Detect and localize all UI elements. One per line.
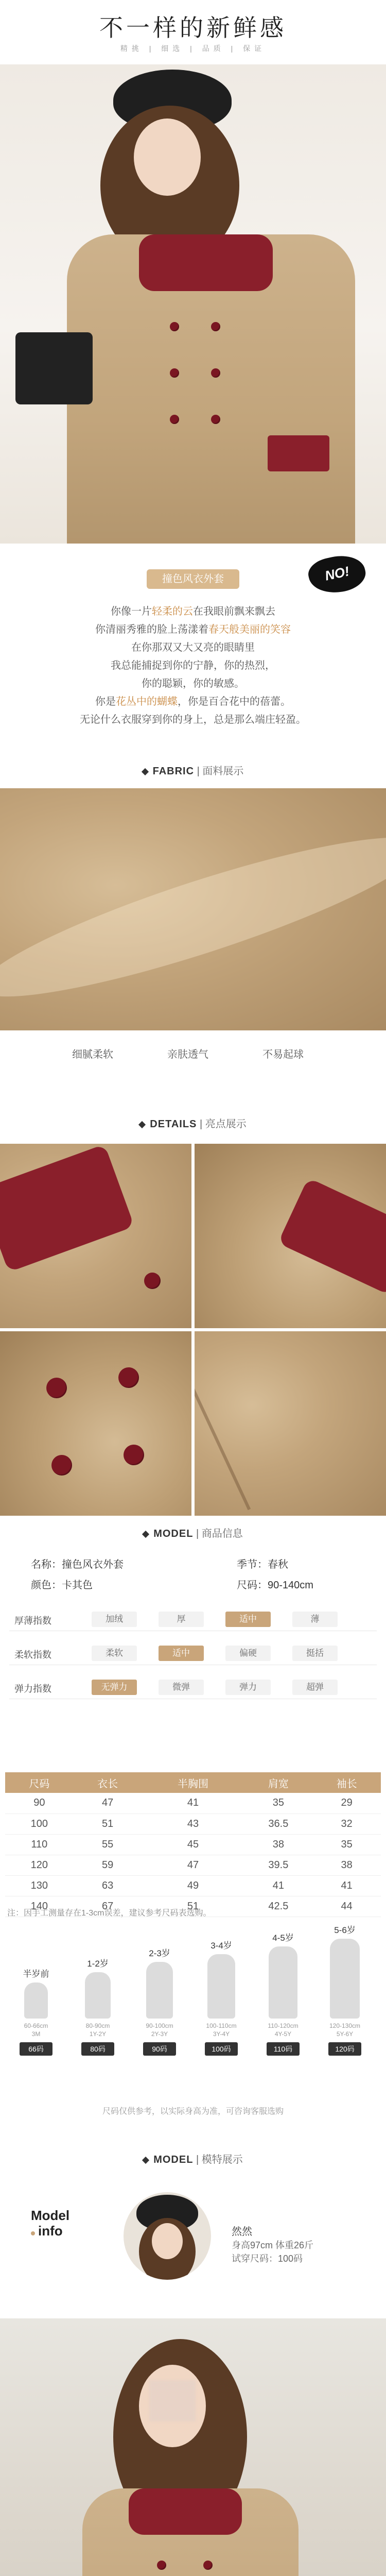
height-range: 80-90cm 1Y-2Y <box>85 2022 110 2038</box>
size-tag: 66码 <box>20 2042 52 2056</box>
line-highlight: 轻柔的云 <box>152 606 193 617</box>
size-guide-item <box>196 1938 247 2056</box>
page-header <box>0 0 386 62</box>
height-range: 100-110cm 3Y-4Y <box>206 2022 237 2038</box>
height-range: 110-120cm 4Y-5Y <box>268 2022 299 2038</box>
coat-button <box>203 2561 213 2570</box>
collar-detail <box>0 1144 134 1273</box>
attr-option: 挺括 <box>292 1646 338 1661</box>
fabric-captions <box>0 1046 386 1066</box>
model-card <box>0 2187 386 2306</box>
section-title-en: MODEL <box>153 1528 194 1539</box>
new-badge <box>309 556 365 592</box>
size-guide <box>5 1925 381 2087</box>
line-text: 在我眼前飘来飘去 <box>193 606 275 617</box>
softness-index-row <box>9 1641 377 1665</box>
model-stats: 身高97cm 体重26斤 试穿尺码：100码 <box>232 2240 314 2264</box>
hem-seam <box>195 1369 251 1510</box>
size-table <box>5 1772 381 1917</box>
size-guide-item <box>257 1930 309 2056</box>
attr-option: 超弹 <box>292 1680 338 1695</box>
cuff-detail <box>278 1178 386 1295</box>
coat-button <box>157 2561 166 2570</box>
table-cell: 39.5 <box>244 1855 313 1875</box>
table-cell: 42.5 <box>244 1896 313 1917</box>
model-photo <box>0 2318 386 2576</box>
table-cell: 55 <box>74 1834 142 1855</box>
fabric-fold <box>0 811 386 1023</box>
attr-option: 柔软 <box>92 1646 137 1661</box>
coat-button <box>211 415 220 424</box>
size-tag: 120码 <box>328 2042 361 2056</box>
intro-line <box>0 603 386 618</box>
fabric-photo <box>0 788 386 1030</box>
size-guide-item <box>134 1946 185 2056</box>
table-cell: 120 <box>5 1855 74 1875</box>
table-cell: 41 <box>312 1875 381 1896</box>
table-cell: 38 <box>244 1834 313 1855</box>
diamond-icon <box>142 768 149 775</box>
child-silhouette-icon <box>85 1972 111 2019</box>
model-info-section-header: MODEL | 商品信息 <box>0 1525 386 1540</box>
coat-button <box>118 1367 139 1388</box>
size-guide-item <box>319 1923 371 2056</box>
attr-option: 加绒 <box>92 1612 137 1627</box>
size-table-header <box>5 1772 381 1793</box>
table-cell: 47 <box>74 1793 142 1814</box>
child-face <box>134 118 201 196</box>
table-cell: 90 <box>5 1793 74 1814</box>
intro-line <box>0 675 386 690</box>
table-cell: 59 <box>74 1855 142 1875</box>
age-label: 5-6岁 <box>334 1925 356 1935</box>
coat-cuff <box>268 435 329 471</box>
intro-line <box>0 621 386 636</box>
fabric-caption: 细腻柔软 <box>72 1049 113 1060</box>
page-subtitle: 精挑 | 细选 | 品质 | 保证 <box>120 44 266 53</box>
height-range: 120-130cm 5Y-6Y <box>329 2022 361 2038</box>
line-text: 你的聪颖，你的敏感。 <box>142 678 244 689</box>
age-label: 半岁前 <box>23 1969 49 1979</box>
detail-hem-photo <box>195 1331 386 1516</box>
line-highlight: 春天般美丽的笑容 <box>208 624 291 635</box>
attr-label: 厚薄指数 <box>14 1616 51 1626</box>
model-name: 然然 <box>232 2226 252 2238</box>
table-cell: 36.5 <box>244 1814 313 1834</box>
line-text: 我总能捕捉到你的宁静，你的热烈， <box>111 660 275 671</box>
section-title-cn: 面料展示 <box>202 766 244 777</box>
section-title-en: FABRIC <box>152 766 195 777</box>
coat-button <box>211 368 220 378</box>
age-label: 2-3岁 <box>149 1948 170 1958</box>
coat-button <box>170 322 179 331</box>
child-face <box>152 2223 183 2259</box>
model-label-line: Model <box>31 2208 70 2223</box>
column-header: 衣长 <box>74 1772 142 1793</box>
attr-option-selected: 无弹力 <box>92 1680 137 1695</box>
diamond-icon <box>142 2157 149 2164</box>
table-cell: 41 <box>142 1793 244 1814</box>
attr-label: 柔软指数 <box>14 1650 51 1660</box>
size-guide-item <box>72 1956 124 2056</box>
details-grid <box>0 1144 386 1515</box>
section-title-cn: 亮点展示 <box>205 1118 247 1130</box>
table-cell: 35 <box>312 1834 381 1855</box>
face-blur <box>149 2380 196 2421</box>
age-label: 3-4岁 <box>210 1941 232 1951</box>
product-color: 颜色：卡其色 <box>31 1580 93 1591</box>
coat-collar <box>139 234 273 291</box>
intro-line <box>0 711 386 726</box>
diamond-icon <box>142 1531 149 1538</box>
table-cell: 100 <box>5 1814 74 1834</box>
section-title-cn: 商品信息 <box>201 1528 243 1539</box>
column-header: 肩宽 <box>244 1772 313 1793</box>
child-silhouette-icon <box>269 1946 297 2019</box>
size-tag: 80码 <box>81 2042 114 2056</box>
table-row <box>5 1834 381 1855</box>
table-cell: 47 <box>142 1855 244 1875</box>
line-text: 无论什么衣服穿到你的身上，总是那么端庄轻盈。 <box>80 714 306 725</box>
child-silhouette-icon <box>207 1954 235 2019</box>
attr-option: 厚 <box>159 1612 204 1627</box>
model-avatar <box>124 2192 211 2280</box>
new-badge-text: NO! <box>323 563 351 584</box>
coat-button <box>124 1445 144 1465</box>
table-cell: 51 <box>74 1814 142 1834</box>
table-cell: 63 <box>74 1875 142 1896</box>
table-cell: 35 <box>244 1793 313 1814</box>
table-cell: 38 <box>312 1855 381 1875</box>
diamond-icon <box>138 1121 146 1128</box>
table-cell: 67 <box>74 1896 142 1917</box>
fabric-caption: 不易起球 <box>262 1049 304 1060</box>
child-silhouette-icon <box>146 1962 173 2019</box>
table-cell: 44 <box>312 1896 381 1917</box>
intro-line <box>0 639 386 654</box>
coat-button <box>51 1455 72 1476</box>
coat-button <box>170 368 179 378</box>
table-cell: 49 <box>142 1875 244 1896</box>
table-cell: 41 <box>244 1875 313 1896</box>
size-guide-item <box>10 1967 62 2056</box>
line-text: 你像一片 <box>111 606 152 617</box>
table-cell: 51 <box>142 1896 244 1917</box>
attr-option: 薄 <box>292 1612 338 1627</box>
line-text: 你清丽秀雅的脸上荡漾着 <box>95 624 208 635</box>
size-tag: 110码 <box>267 2042 300 2056</box>
section-title-cn: 模特展示 <box>201 2154 243 2165</box>
model-label-line: info <box>38 2223 63 2239</box>
dot-icon <box>31 2231 35 2235</box>
table-cell: 140 <box>5 1896 74 1917</box>
model-display-section-header: MODEL | 模特展示 <box>0 2151 386 2166</box>
detail-buttons-photo <box>0 1331 191 1516</box>
coat-collar <box>129 2488 242 2535</box>
attr-label: 弹力指数 <box>14 1684 51 1694</box>
attr-option: 微弹 <box>159 1680 204 1695</box>
line-text: 在你那双又大又亮的眼睛里 <box>131 642 255 653</box>
table-row <box>5 1875 381 1896</box>
line-text: 你是 <box>95 696 116 707</box>
height-range: 90-100cm 2Y-3Y <box>146 2022 173 2038</box>
product-season: 季节：春秋 <box>237 1559 288 1570</box>
fabric-caption: 亲肤透气 <box>167 1049 208 1060</box>
child-silhouette-icon <box>24 1982 48 2019</box>
elasticity-index-row <box>9 1675 377 1699</box>
table-cell: 43 <box>142 1814 244 1834</box>
size-table-note: 注：因手工测量存在1-3cm误差，建议参考尺码表选购。 <box>7 1909 212 1918</box>
section-title-en: DETAILS <box>150 1118 197 1130</box>
table-cell: 32 <box>312 1814 381 1834</box>
black-bag <box>15 332 93 404</box>
attr-option-selected: 适中 <box>159 1646 204 1661</box>
detail-collar-photo <box>0 1144 191 1328</box>
attr-option: 弹力 <box>225 1680 271 1695</box>
height-range: 60-66cm 3M <box>24 2022 48 2038</box>
table-row <box>5 1793 381 1814</box>
size-tag: 100码 <box>205 2042 238 2056</box>
line-text: ，你是百合花中的蓓蕾。 <box>178 696 291 707</box>
child-silhouette-icon <box>330 1939 360 2019</box>
column-header: 袖长 <box>312 1772 381 1793</box>
thickness-index-row <box>9 1607 377 1631</box>
table-cell: 45 <box>142 1834 244 1855</box>
fabric-section-header: FABRIC | 面料展示 <box>0 762 386 777</box>
intro-line <box>0 657 386 672</box>
page-title: 不一样的新鲜感 <box>99 14 287 42</box>
age-label: 1-2岁 <box>87 1959 109 1969</box>
product-size-range: 尺码：90-140cm <box>237 1580 313 1591</box>
coat-button <box>46 1378 67 1398</box>
model-info-label <box>31 2208 69 2239</box>
column-header: 尺码 <box>5 1772 74 1793</box>
coat-button <box>144 1273 161 1289</box>
detail-cuff-photo <box>195 1144 386 1328</box>
age-label: 4-5岁 <box>272 1933 294 1943</box>
coat-button <box>211 322 220 331</box>
product-name: 名称：撞色风衣外套 <box>31 1559 124 1570</box>
intro-line <box>0 693 386 708</box>
table-row <box>5 1855 381 1875</box>
column-header: 半胸围 <box>142 1772 244 1793</box>
coat-button <box>170 415 179 424</box>
product-name-pill: 撞色风衣外套 <box>147 569 239 589</box>
attr-option-selected: 适中 <box>225 1612 271 1627</box>
table-cell: 110 <box>5 1834 74 1855</box>
details-section-header: DETAILS | 亮点展示 <box>0 1115 386 1130</box>
line-highlight: 花丛中的蝴蝶 <box>116 696 178 707</box>
size-tag: 90码 <box>143 2042 176 2056</box>
section-title-en: MODEL <box>153 2154 194 2165</box>
attr-option: 偏硬 <box>225 1646 271 1661</box>
table-cell: 29 <box>312 1793 381 1814</box>
size-guide-note: 尺码仅供参考，以实际身高为准，可咨询客服选购 <box>102 2107 284 2116</box>
hero-photo <box>0 64 386 544</box>
table-cell: 130 <box>5 1875 74 1896</box>
table-row <box>5 1814 381 1834</box>
